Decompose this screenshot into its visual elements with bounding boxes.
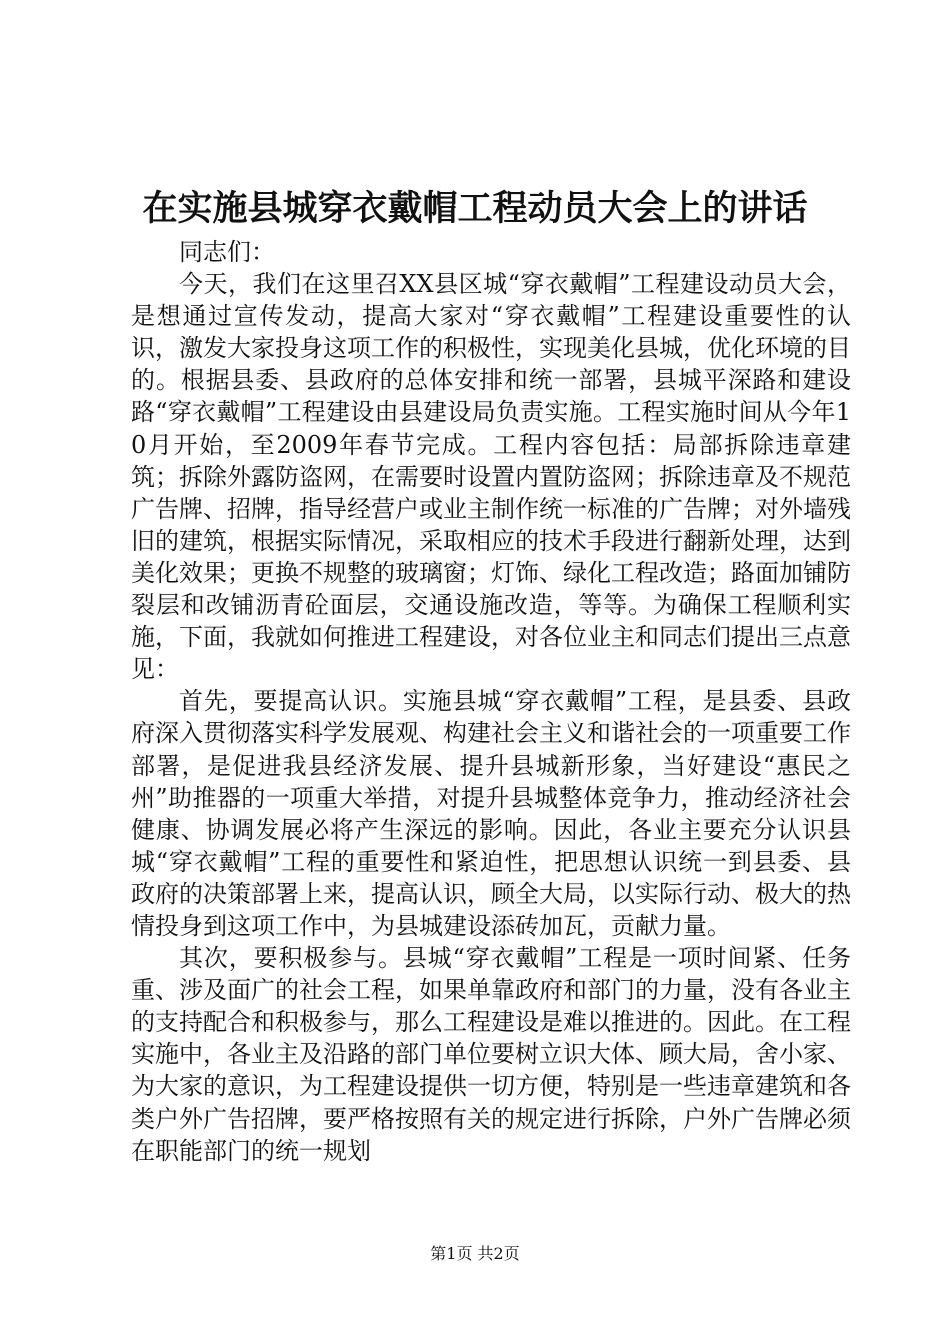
- paragraph-intro: 今天，我们在这里召XX县区城“穿衣戴帽”工程建设动员大会，是想通过宣传发动，提高大家对“穿衣戴帽”工程建设重要性的认识，激发大家投身这项工作的积极性，实现美化县城，优化环境的目的。根据县委、县政府的总体安排和统一部署，县城平深路和建设路“穿衣戴帽”工程建设由县建设局负责实施。工程实施时间从今年10月开始，至2009年春节完成。工程内容包括：局部拆除违章建筑；拆除外露防盗网，在需要时设置内置防盗网；拆除违章及不规范广告牌、招牌，指导经营户或业主制作统一标准的广告牌；对外墙残旧的建筑，根据实际情况，采取相应的技术手段进行翻新处理，达到美化效果；更换不规整的玻璃窗；灯饰、绿化工程改造；路面加铺防裂层和改铺沥青砼面层，交通设施改造，等等。为确保工程顺利实施，下面，我就如何推进工程建设，对各位业主和同志们提出三点意见：: [131, 270, 851, 684]
- page-number-footer: 第1页 共2页: [430, 1244, 520, 1263]
- paragraph-first-point: 首先，要提高认识。实施县城“穿衣戴帽”工程，是县委、县政府深入贯彻落实科学发展观、构建社会主义和谐社会的一项重要工作部署，是促进我县经济发展、提升县城新形象，当好建设“惠民之州”助推器的一项重大举措，对提升县城整体竞争力，推动经济社会健康、协调发展必将产生深远的影响。因此，各业主要充分认识县城“穿衣戴帽”工程的重要性和紧迫性，把思想认识统一到县委、县政府的决策部署上来，提高认识，顾全大局，以实际行动、极大的热情投身到这项工作中，为县城建设添砖加瓦，贡献力量。: [131, 687, 851, 940]
- greeting-line: 同志们：: [179, 238, 275, 266]
- document-title: 在实施县城穿衣戴帽工程动员大会上的讲话: [142, 188, 808, 229]
- document-body: [131, 236, 851, 1167]
- paragraph-second-point: 其次，要积极参与。县城“穿衣戴帽”工程是一项时间紧、任务重、涉及面广的社会工程，如果单靠政府和部门的力量，没有各业主的支持配合和积极参与，那么工程建设是难以推进的。因此。在工程实施中，各业主及沿路的部门单位要树立识大体、顾大局，舍小家、为大家的意识，为工程建设提供一切方便，特别是一些违章建筑和各类户外广告招牌，要严格按照有关的规定进行拆除，户外广告牌必须在职能部门的统一规划: [131, 944, 851, 1165]
